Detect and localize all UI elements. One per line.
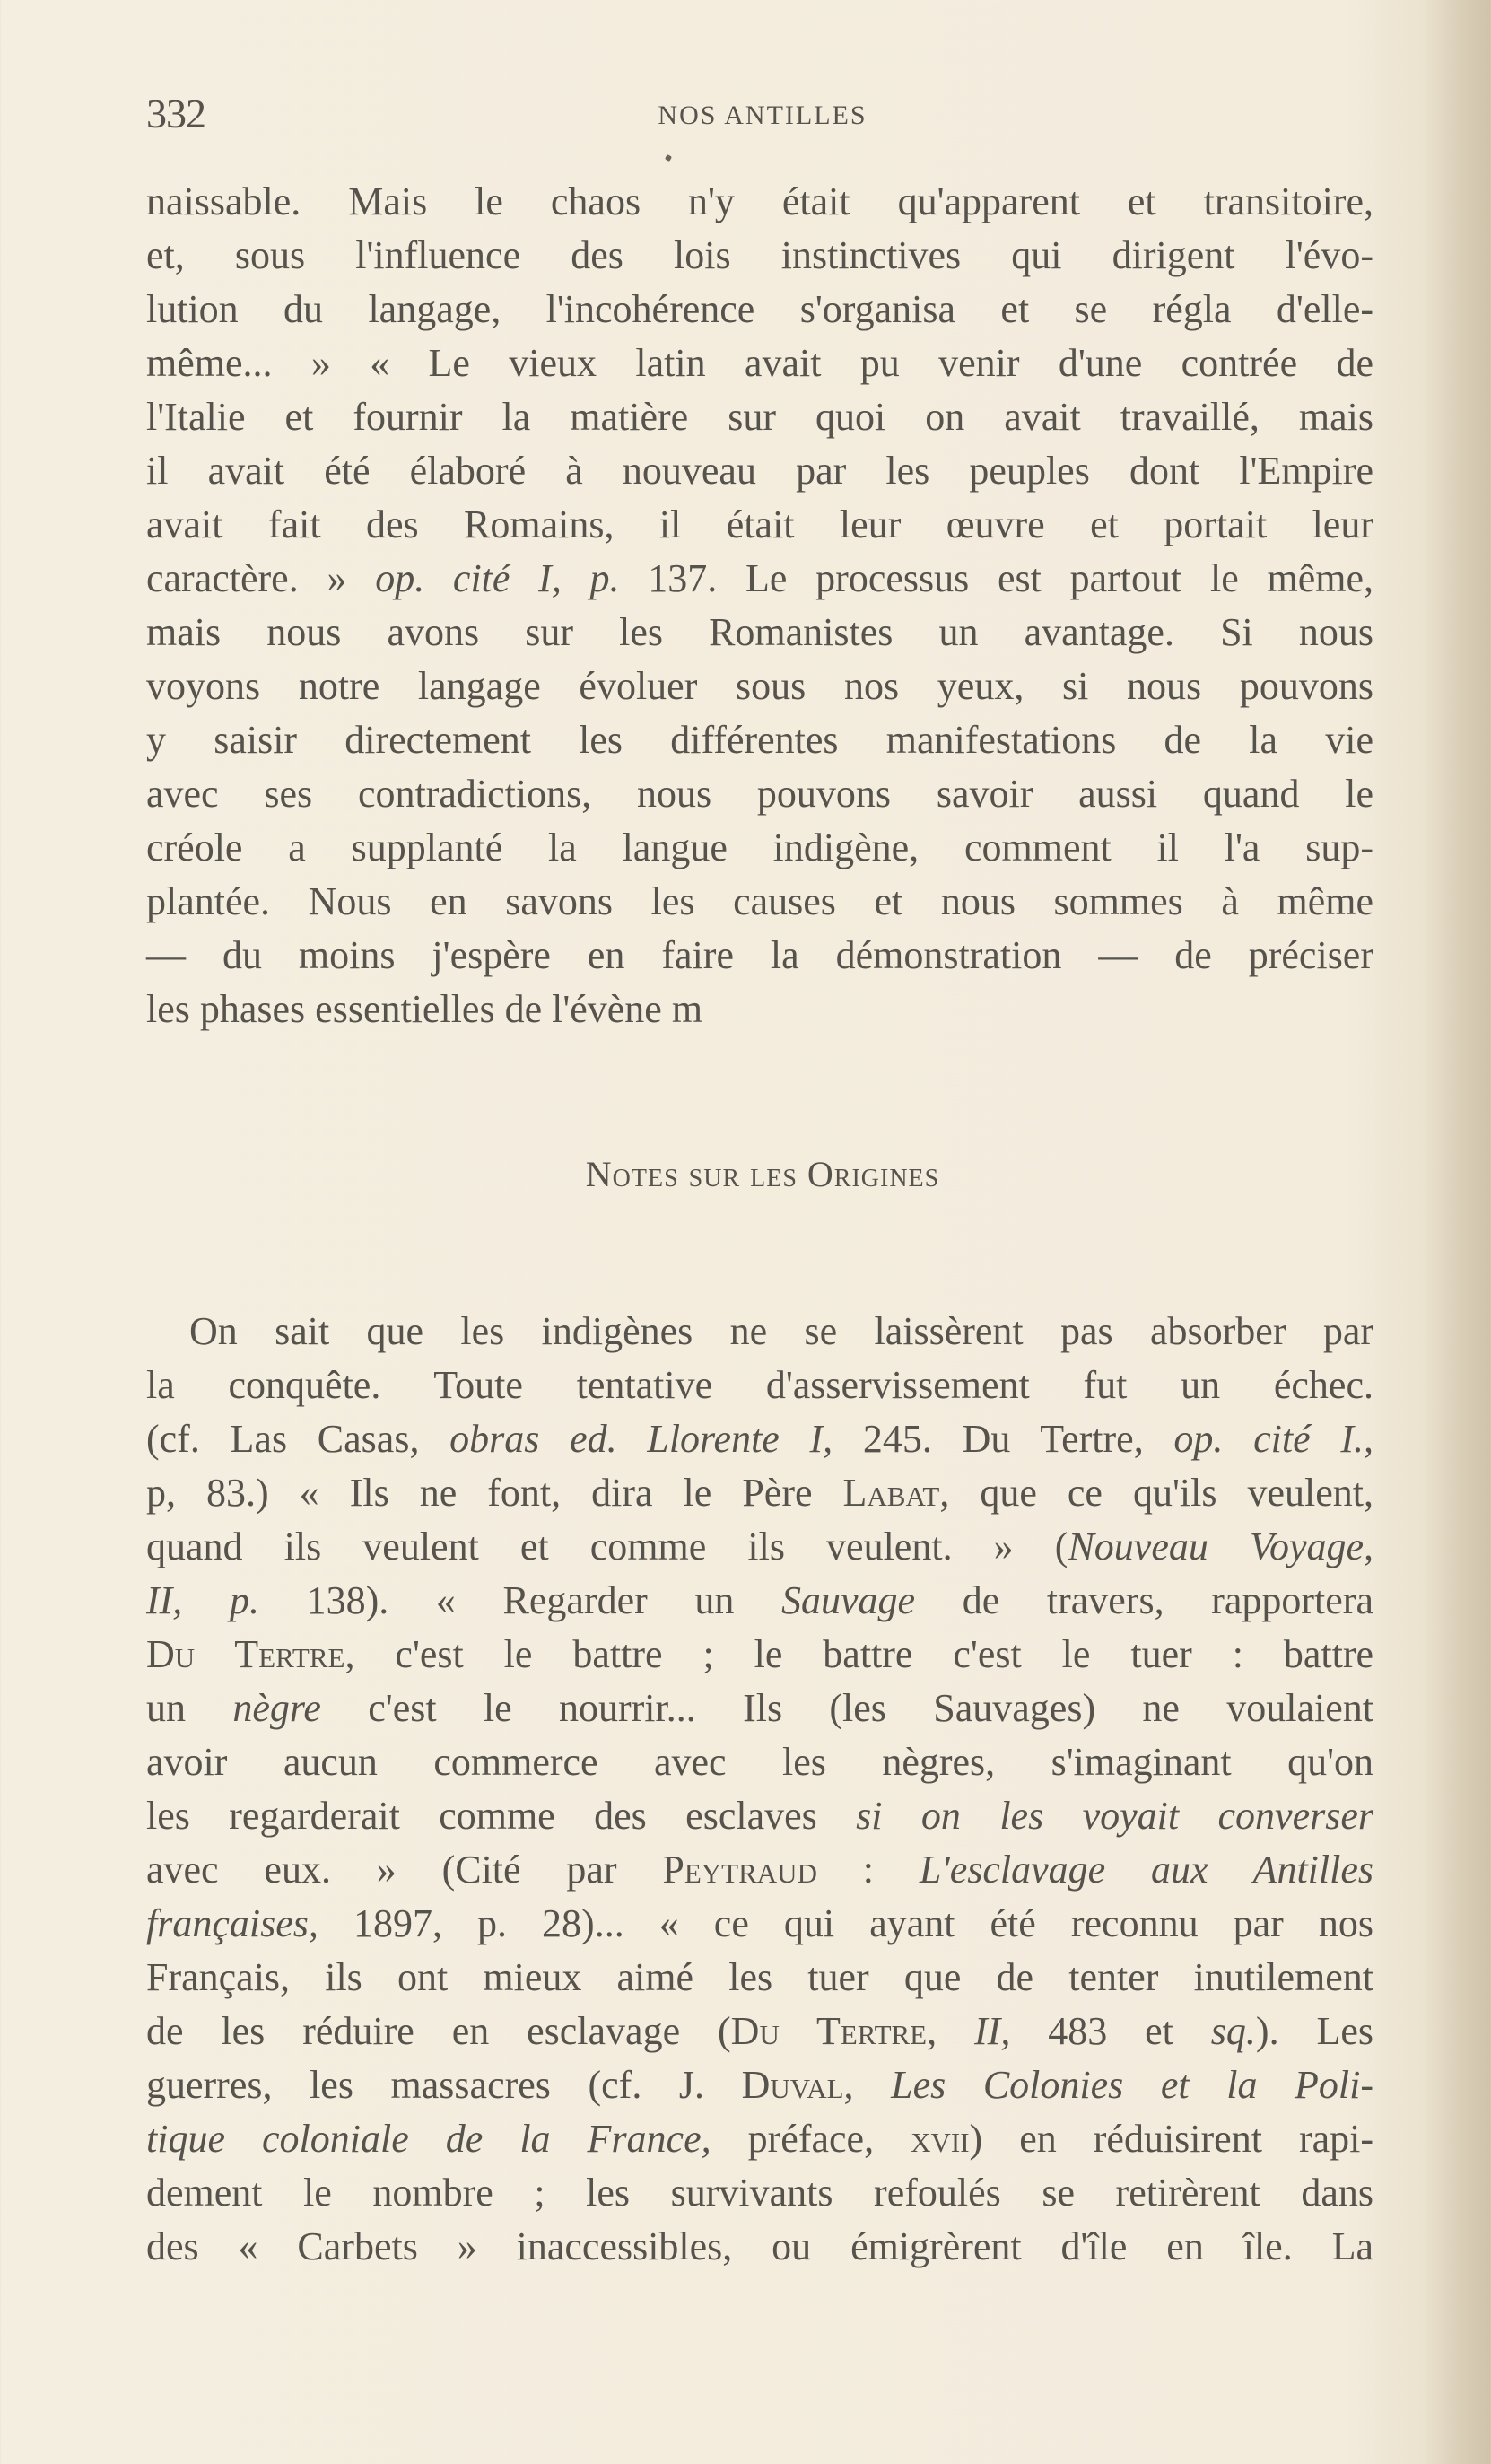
text-line <box>146 444 1373 498</box>
text-line <box>146 1735 1373 1789</box>
paragraph-continued <box>146 175 1373 1036</box>
text-line <box>146 1897 1373 1951</box>
text-line <box>146 606 1373 660</box>
page-number: 332 <box>146 91 205 136</box>
text-segment: p, 83.) « Ils ne font, dira le Père <box>146 1471 843 1515</box>
text-line <box>146 1843 1373 1897</box>
text-segment: et, sous l'influence des lois instinctives qui dirigent l'évo- <box>146 233 1373 277</box>
text-line <box>146 336 1373 390</box>
text-segment: lution du langage, l'incohérence s'organisa et se régla d'elle- <box>146 287 1373 331</box>
text-segment: avoir aucun commerce avec les nègres, s'imaginant qu'on <box>146 1740 1373 1784</box>
text-line <box>146 767 1373 821</box>
text-segment: des « Carbets » inaccessibles, ou émigrèrent d'île en île. La <box>146 2224 1373 2268</box>
italic-text: françaises, <box>146 1901 318 1945</box>
text-segment: un <box>146 1686 233 1730</box>
italic-text: op. cité I., <box>1173 1417 1373 1461</box>
ink-speck <box>665 154 672 162</box>
text-line <box>146 552 1373 606</box>
text-segment: 1897, p. 28)... « ce qui ayant été reconnu par nos <box>318 1901 1373 1945</box>
italic-text: Sauvage <box>781 1578 916 1622</box>
italic-text: nègre <box>232 1686 321 1730</box>
text-line <box>146 229 1373 283</box>
text-line <box>146 283 1373 336</box>
text-line <box>146 498 1373 552</box>
text-segment: 137. Le processus est partout le même, <box>619 556 1373 600</box>
text-segment: préface, <box>711 2117 911 2161</box>
text-line <box>146 1951 1373 2005</box>
text-segment: (cf. Las Casas, <box>146 1417 450 1461</box>
italic-text: Les Colonies et la Poli- <box>891 2063 1374 2107</box>
text-segment: de travers, rapportera <box>915 1578 1373 1622</box>
text-segment: guerres, les massacres (cf. J. <box>146 2063 742 2107</box>
text-line <box>146 1305 1373 1359</box>
text-segment: avec ses contradictions, nous pouvons savoir aussi quand le <box>146 772 1373 816</box>
text-segment: la conquête. Toute tentative d'asservissement fut un échec. <box>146 1363 1373 1407</box>
text-segment: les phases essentielles de l'évène m <box>146 987 703 1031</box>
text-line <box>146 1682 1373 1735</box>
text-segment: , c'est le battre ; le battre c'est le tuer : battre <box>344 1632 1374 1676</box>
small-caps-name: Labat <box>842 1471 940 1515</box>
small-caps-name: Duval <box>741 2063 844 2107</box>
text-line <box>146 929 1373 983</box>
italic-text: sq. <box>1210 2009 1256 2053</box>
section-heading: Notes sur les Origines <box>585 1154 940 1194</box>
italic-text: si on les voyait converser <box>856 1794 1374 1838</box>
text-segment: mais nous avons sur les Romanistes un avantage. Si nous <box>146 610 1373 654</box>
text-line <box>146 2058 1373 2112</box>
italic-text: II, <box>974 2009 1011 2053</box>
text-line <box>146 1574 1373 1628</box>
text-line <box>146 2005 1373 2058</box>
text-segment: plantée. Nous en savons les causes et nous sommes à même <box>146 879 1373 923</box>
text-line <box>146 1359 1373 1412</box>
text-line <box>146 2220 1373 2274</box>
text-line <box>146 1789 1373 1843</box>
text-segment: avec eux. » (Cité par <box>146 1848 663 1892</box>
text-segment: On sait que les indigènes ne se laissèrent pas absorber par <box>189 1309 1373 1353</box>
text-line <box>146 390 1373 444</box>
italic-text: Nouveau Voyage, <box>1068 1525 1374 1568</box>
text-line <box>146 875 1373 929</box>
paragraph-notes <box>146 1305 1373 2274</box>
text-segment: caractère. » <box>146 556 376 600</box>
text-line <box>146 2166 1373 2220</box>
text-line <box>146 1520 1373 1574</box>
text-segment: ). Les <box>1255 2009 1374 2053</box>
text-segment: ) en réduisirent rapi- <box>969 2117 1374 2161</box>
text-line <box>146 175 1373 229</box>
text-segment: , <box>927 2009 975 2053</box>
text-segment: , que ce qu'ils veulent, <box>939 1471 1373 1515</box>
text-segment: y saisir directement les différentes manifestations de la vie <box>146 718 1373 762</box>
text-line <box>146 821 1373 875</box>
text-line <box>146 713 1373 767</box>
text-segment: c'est le nourrir... Ils (les Sauvages) ne voulaient <box>320 1686 1374 1730</box>
small-caps-name: Du Tertre <box>730 2009 928 2053</box>
italic-text: II, p. <box>146 1578 259 1622</box>
text-segment: de les réduire en esclavage ( <box>146 2009 731 2053</box>
text-segment: naissable. Mais le chaos n'y était qu'apparent et transitoire, <box>146 179 1373 223</box>
text-segment: Français, ils ont mieux aimé les tuer que de tenter inutilement <box>146 1955 1373 1999</box>
small-caps-name: Peytraud <box>662 1848 817 1892</box>
text-segment: : <box>816 1848 920 1892</box>
text-segment: même... » « Le vieux latin avait pu venir d'une contrée de <box>146 341 1373 385</box>
small-caps-name: xvii <box>911 2117 970 2161</box>
italic-text: obras ed. Llorente I, <box>449 1417 833 1461</box>
text-segment: dement le nombre ; les survivants refoulés se retirèrent dans <box>146 2171 1373 2215</box>
text-segment: il avait été élaboré à nouveau par les peuples dont l'Empire <box>146 449 1373 493</box>
italic-text: tique coloniale de la France, <box>146 2117 711 2161</box>
text-line <box>146 1412 1373 1466</box>
text-segment: créole a supplanté la langue indigène, comment il l'a sup- <box>146 826 1373 869</box>
text-line <box>146 660 1373 713</box>
text-line <box>146 1466 1373 1520</box>
text-segment: quand ils veulent et comme ils veulent. » ( <box>146 1525 1068 1568</box>
text-line <box>146 983 1373 1036</box>
text-segment: — du moins j'espère en faire la démonstration — de préciser <box>146 933 1373 977</box>
text-segment: , <box>843 2063 892 2107</box>
text-line <box>146 2112 1373 2166</box>
running-title: NOS ANTILLES <box>658 100 868 130</box>
italic-text: L'esclavage aux Antilles <box>919 1848 1373 1892</box>
text-segment: 245. Du Tertre, <box>833 1417 1174 1461</box>
italic-text: op. cité I, p. <box>375 556 620 600</box>
text-segment: voyons notre langage évoluer sous nos yeux, si nous pouvons <box>146 664 1373 708</box>
text-segment: 483 et <box>1010 2009 1211 2053</box>
text-segment: les regarderait comme des esclaves <box>146 1794 857 1838</box>
text-segment: l'Italie et fournir la matière sur quoi on avait travaillé, mais <box>146 395 1373 439</box>
text-segment: 138). « Regarder un <box>258 1578 782 1622</box>
text-line <box>146 1628 1373 1682</box>
small-caps-name: Du Tertre <box>146 1632 345 1676</box>
text-segment: avait fait des Romains, il était leur œuvre et portait leur <box>146 502 1373 546</box>
